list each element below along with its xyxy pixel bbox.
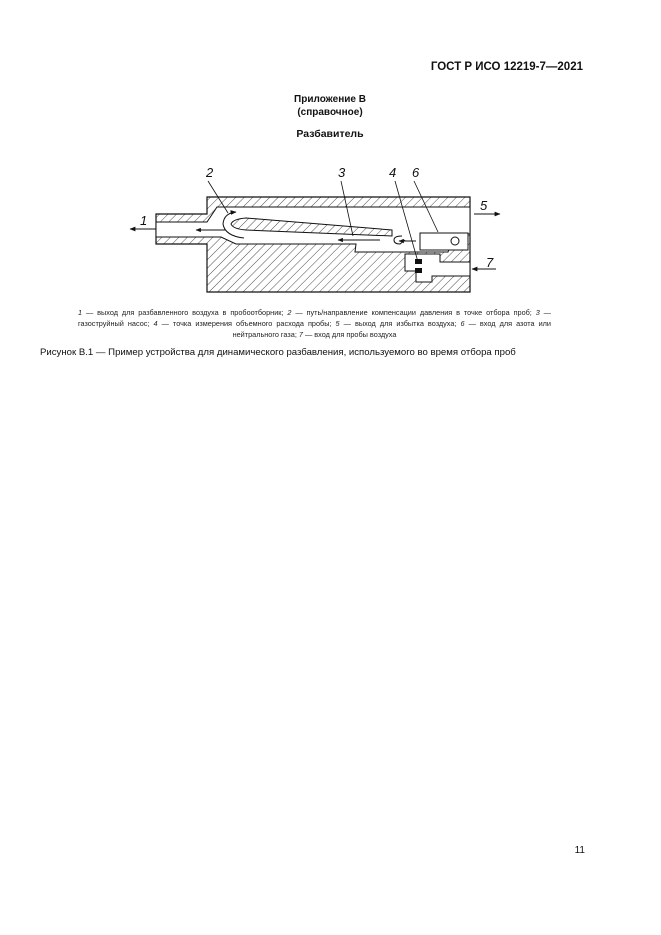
diluter-diagram [0,0,661,300]
callout-7: 7 [486,255,494,270]
legend-text-3: — газоструйный насос; [78,308,551,328]
legend-text-1: — выход для разбавленного воздуха в пробоотборник; [82,308,288,317]
nitrogen-inlet-block [420,233,468,250]
legend-num-6: 6 [460,319,465,328]
annex-note: (справочное) [297,107,363,118]
legend-text-6: — вход для азота или нейтрального газа; [232,319,551,339]
annex-title: Приложение В [294,94,366,105]
legend-num-5: 5 [335,319,340,328]
legend-num-7: 7 [298,330,303,339]
callout-4: 4 [389,165,397,180]
legend-text-5: — выход для избытка воздуха; [339,319,461,328]
document-standard-header: ГОСТ Р ИСО 12219-7—2021 [430,61,583,73]
flow-measurement-point [415,259,422,264]
callout-3: 3 [338,165,346,180]
page-number: 11 [574,845,585,856]
legend-num-4: 4 [153,319,158,328]
legend-text-7: — вход для пробы воздуха [302,330,397,339]
legend-num-3: 3 [535,308,540,317]
figure-caption: Рисунок В.1 — Пример устройства для динамического разбавления, используемого во время отбора проб [40,347,516,358]
section-title: Разбавитель [296,128,364,140]
callout-2: 2 [206,165,214,180]
figure-legend [78,307,551,340]
callout-1: 1 [140,213,148,228]
legend-num-2: 2 [287,308,292,317]
legend-num-1: 1 [78,308,83,317]
legend-text-2: — путь/направление компенсации давления в точке отбора проб; [291,308,536,317]
legend-text-4: — точка измерения объемного расхода пробы; [157,319,336,328]
nitrogen-port [451,237,459,245]
callout-6: 6 [412,165,420,180]
callout-5: 5 [480,198,488,213]
flow-measurement-point-lower [415,268,422,273]
